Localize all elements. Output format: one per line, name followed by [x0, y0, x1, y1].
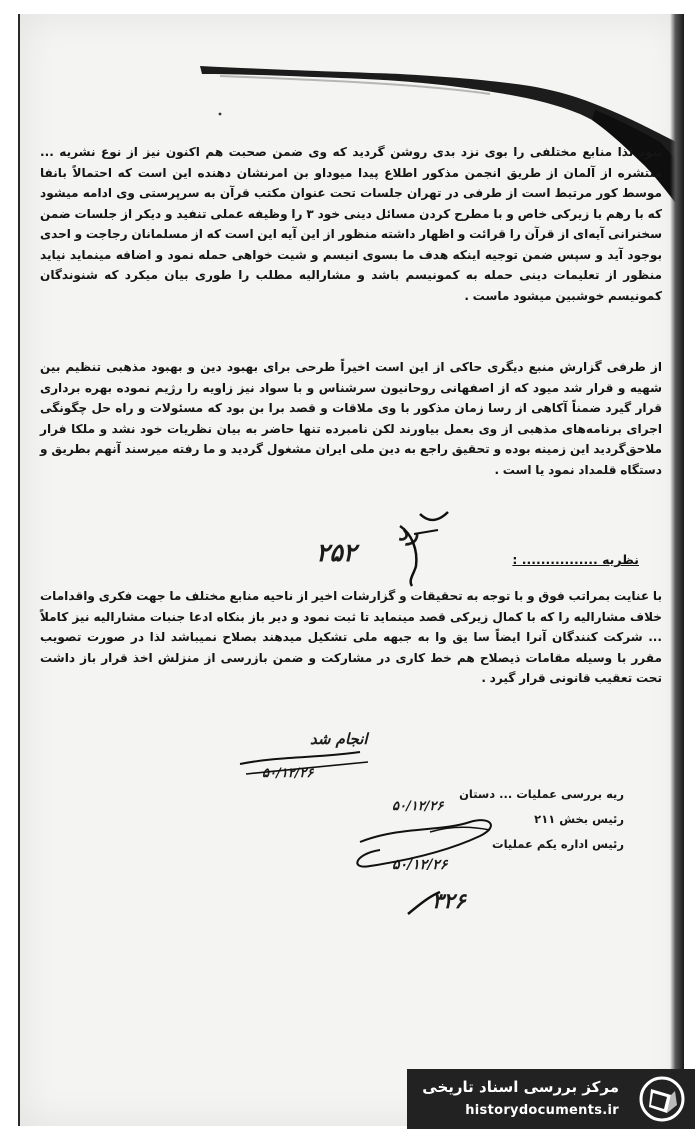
footer-line-1: ریه بررسی عملیات ... دستان: [459, 787, 624, 801]
section-title-opinion: نظریه ................ :: [512, 552, 639, 567]
footer-line-3: رئیس اداره یکم عملیات: [492, 837, 624, 851]
watermark-url: historydocuments.ir: [465, 1103, 619, 1118]
number-handwritten: ۳۲۶: [432, 888, 466, 913]
watermark-badge: [407, 1069, 695, 1129]
archive-logo-icon: [637, 1075, 687, 1123]
initials-handwritten: انجام شد: [310, 730, 368, 748]
date-handwritten-right: ۵۰/۱۲/۲۶: [392, 799, 444, 814]
margin-sign-handwritten: رد: [398, 520, 419, 546]
date-handwritten-lower: ۵۰/۱۲/۲۶: [392, 857, 448, 873]
body-paragraph-1: نبود لذا منابع مختلفی را بوی نزد بدی روشن گردید که وی ضمن صحبت هم اکنون نیز از نوع نشریه ... منتشره از آلمان از طریق انجمن مذکور اطلاع پیدا میوداو بن امرنشان دهنده این است که احتمالاً بانفا موسط کور مرتبط است از طرفی در تهران جلسات تحت عنوان مکتب قرآن به سرپرستی وی ادامه میشود که با رهم با زیرکی خاص و با مطرح کردن مسائل دینی خود ۳ را وظیفه عملی تنفید و دیکر از جلسات ضمن سخنرانی آیه‌ای از قرآن را قرائت و اظهار داشته منظور از این آیه این است که از مسلمانان رجاجت و احدی بوجود آید و سپس ضمن توجیه اینکه هدف ما بسوی انیسم و شیت خواهی حمله نمود و اضافه مینماید نیاید منظور از تعلیمات دینی حمله به کمونیسم باشد و مشارالیه مطلب را طوری بیان میکرد که شنوندگان کمونیسم خوشبین میشود ماست .: [40, 145, 662, 303]
body-paragraph-3: با عنایت بمراتب فوق و با توجه به تحقیقات و گزارشات اخیر از ناحیه منابع مختلف ما جهت فکری واقدامات خلاف مشارالیه را که با کمال زیرکی قصد مینماید تا ثبت نمود و دیر باز بنکاه ادعا جنبات مشارالیه نیز کاملاً ... شرکت کنندگان آنرا ایضاً سا یق وا به جبهه ملی تشکیل میدهند بصلاح نمیباشد لذا در صورت تصویب مقرر با وسیله مقامات ذیصلاح هم خط کاری در مشارکت و ضمن بازرسی از منزلش اخذ قرار باز داشت تحت تعقیب قانونی قرار گیرد .: [40, 589, 662, 685]
footer-signature-block: [459, 782, 624, 857]
date-handwritten-left: ۵۰/۱۲/۲۶: [262, 766, 314, 781]
footer-line-2: رئیس بخش ۲۱۱: [534, 812, 624, 826]
margin-number-handwritten: ۲۵۲: [316, 538, 357, 567]
document-page: [18, 14, 684, 1126]
body-paragraph-2: از طرفی گزارش منبع دیگری حاکی از این است اخیراً طرحی برای بهبود دین و بهبود مذهبی تنظیم بین شهیه و قرار شد میود که از اصفهانی روحانیون سرشناس و با سواد نیز زاویه را رژیم نموده بهره برداری قرار گیرد ضمناً آکاهی از رسا زمان مذکور با وی ملاقات و قصد برا بن بود که مسئولات و راه حل چگونگی اجرای برنامه‌های مذهبی از وی بعمل بیاورند لکن نامبرده تنها حاضر به بیان نظریات خود نشد و ملکا فرار ملاحق‌گردید این زمینه بوده و تحقیق راجع به دین ملی ایران مشغول گردید و ما رفته میرسند آنهم بطریق و دستگاه قلمداد نمود یا است .: [40, 360, 662, 477]
watermark-title: مرکز بررسی اسناد تاریخی: [422, 1078, 619, 1096]
scan-edge-shadow: [670, 14, 684, 1126]
